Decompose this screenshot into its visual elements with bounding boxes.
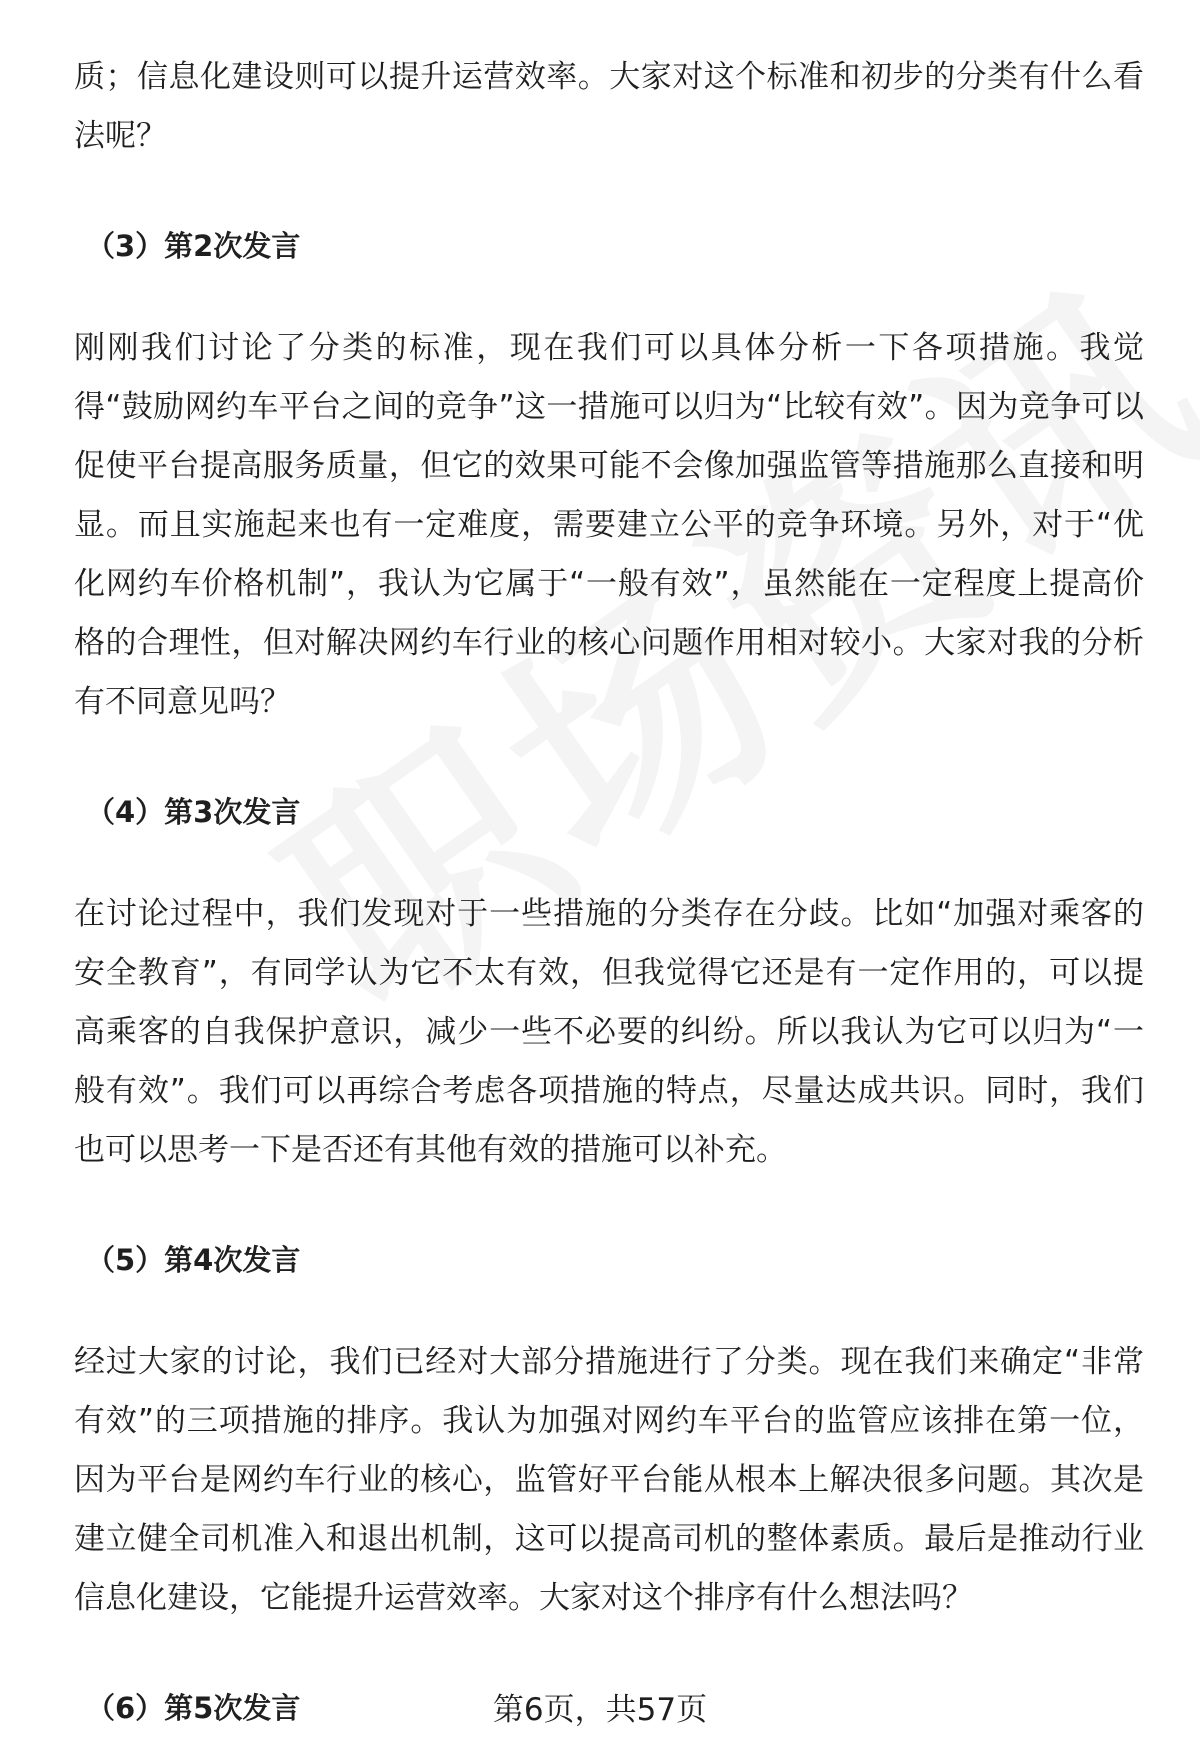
section-text-2nd-speech: 刚刚我们讨论了分类的标准，现在我们可以具体分析一下各项措施。我觉得“鼓励网约车平台之间的竞争”这一措施可以归为“比较有效”。因为竞争可以促使平台提高服务质量，但它的效果可能不会像加强监管等措施那么直接和明显。而且实施起来也有一定难度，需要建立公平的竞争环境。另外，对于“优化网约车价格机制”，我认为它属于“一般有效”，虽然能在一定程度上提高价格的合理性，但对解决网约车行业的核心问题作用相对较小。大家对我的分析有不同意见吗？ bbox=[74, 330, 1144, 720]
section-heading-2nd-speech: （3）第2次发言 bbox=[86, 229, 301, 263]
section-text-3rd-speech: 在讨论过程中，我们发现对于一些措施的分类存在分歧。比如“加强对乘客的安全教育”，有同学认为它不太有效，但我觉得它还是有一定作用的，可以提高乘客的自我保护意识，减少一些不必要的纠纷。所以我认为它可以归为“一般有效”。我们可以再综合考虑各项措施的特点，尽量达成共识。同时，我们也可以思考一下是否还有其他有效的措施可以补充。 bbox=[74, 896, 1144, 1168]
section-heading-5th-speech: （6）第5次发言 bbox=[86, 1691, 301, 1725]
spacer bbox=[74, 266, 1144, 319]
spacer bbox=[74, 1280, 1144, 1333]
spacer bbox=[74, 732, 1144, 792]
spacer bbox=[74, 832, 1144, 885]
section-heading-3rd-speech: （4）第3次发言 bbox=[86, 795, 301, 829]
spacer bbox=[74, 1180, 1144, 1240]
intro-paragraph: 质；信息化建设则可以提升运营效率。大家对这个标准和初步的分类有什么看法呢？ bbox=[74, 59, 1144, 154]
spacer bbox=[74, 1628, 1144, 1688]
spacer bbox=[74, 166, 1144, 226]
page-number-footer: 第6页，共57页 bbox=[492, 1692, 708, 1728]
section-text-4th-speech: 经过大家的讨论，我们已经对大部分措施进行了分类。现在我们来确定“非常有效”的三项措施的排序。我认为加强对网约车平台的监管应该排在第一位，因为平台是网约车行业的核心，监管好平台能从根本上解决很多问题。其次是建立健全司机准入和退出机制，这可以提高司机的整体素质。最后是推动行业信息化建设，它能提升运营效率。大家对这个排序有什么想法吗？ bbox=[74, 1344, 1144, 1616]
section-heading-4th-speech: （5）第4次发言 bbox=[86, 1243, 301, 1277]
document-body bbox=[74, 48, 1144, 1728]
